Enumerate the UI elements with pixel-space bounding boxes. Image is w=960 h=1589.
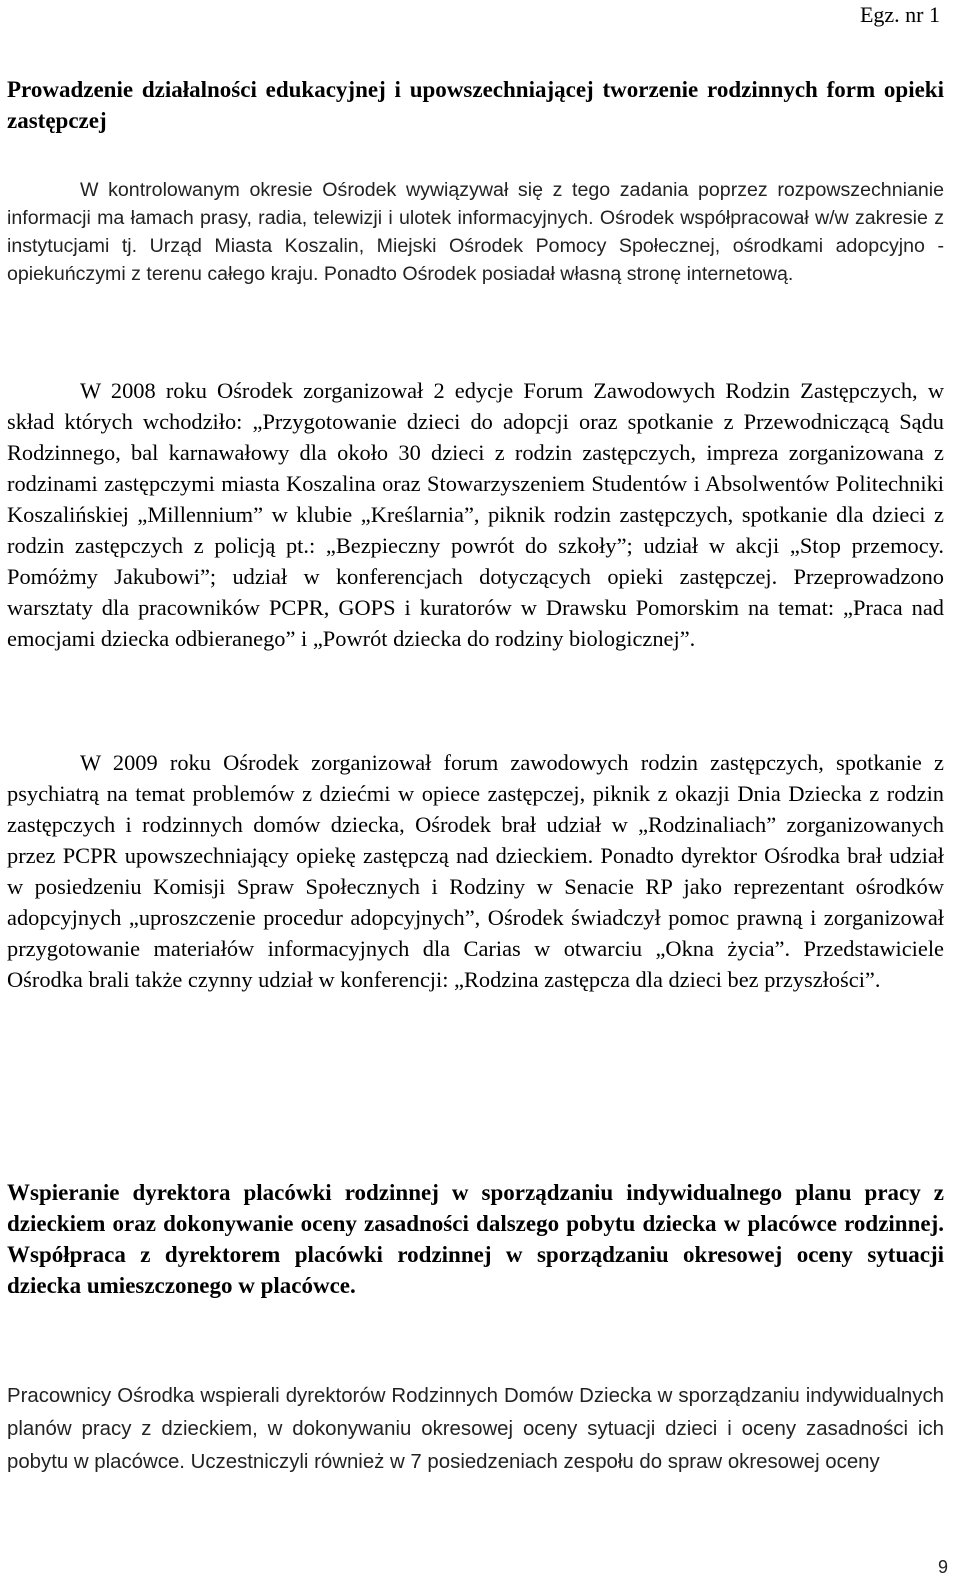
- paragraph-2009-activities: W 2009 roku Ośrodek zorganizował forum zawodowych rodzin zastępczych, spotkanie z psychiatrą na temat problemów z dziećmi w opiece zastępczej, piknik z okazji Dnia Dziecka z rodzin zastępczych i rodzinnych domów dziecka, Ośrodek brał udział w „Rodzinaliach” zorganizowanych przez PCPR upowszechniający opiekę zastępczą nad dzieckiem. Ponadto dyrektor Ośrodka brał udział w posiedzeniu Komisji Spraw Społecznych i Rodziny w Senacie RP jako reprezentant ośrodków adopcyjnych „uproszczenie procedur adopcyjnych”, Ośrodek świadczył pomoc prawną i zorganizował przygotowanie materiałów informacyjnych dla Carias w otwarciu „Okna życia”. Przedstawiciele Ośrodka brali także czynny udział w konferencji: „Rodzina zastępcza dla dzieci bez przyszłości”.: [7, 750, 944, 992]
- page-number: 9: [937, 1557, 948, 1577]
- document-copy-label: Egz. nr 1: [859, 2, 940, 27]
- section-heading-support-director: Wspieranie dyrektora placówki rodzinnej w sporządzaniu indywidualnego planu pracy z dzieckiem oraz dokonywanie oceny zasadności dalszego pobytu dziecka w placówce rodzinnej. Współpraca z dyrektorem placówki rodzinnej w sporządzaniu okresowej oceny sytuacji dziecka umieszczonego w placówce.: [7, 1180, 944, 1298]
- section-heading-education: Prowadzenie działalności edukacyjnej i upowszechniającej tworzenie rodzinnych form opieki zastępczej: [7, 77, 944, 133]
- paragraph-information-activities: W kontrolowanym okresie Ośrodek wywiązywał się z tego zadania poprzez rozpowszechnianie informacji ma łamach prasy, radia, telewizji i ulotek informacyjnych. Ośrodek współpracował w/w zakresie z instytucjami tj. Urząd Miasta Koszalin, Miejski Ośrodek Pomocy Społecznej, ośrodkami adopcyjno - opiekuńczymi z terenu całego kraju. Ponadto Ośrodek posiadał własną stronę internetową.: [7, 179, 944, 285]
- paragraph-support-director: Pracownicy Ośrodka wspierali dyrektorów Rodzinnych Domów Dziecka w sporządzaniu indywidualnych planów pracy z dzieckiem, w dokonywaniu okresowej oceny sytuacji dzieci i oceny zasadności ich pobytu w placówce. Uczestniczyli również w 7 posiedzeniach zespołu do spraw okresowej oceny: [7, 1385, 944, 1473]
- paragraph-2008-activities: W 2008 roku Ośrodek zorganizował 2 edycje Forum Zawodowych Rodzin Zastępczych, w skład których wchodziło: „Przygotowanie dzieci do adopcji oraz spotkanie z Przewodniczącą Sądu Rodzinnego, bal karnawałowy dla około 30 dzieci z rodzin zastępczych, impreza zorganizowana z rodzinami zastępczymi miasta Koszalina oraz Stowarzyszeniem Studentów i Absolwentów Politechniki Koszalińskiej „Millennium” w klubie „Kreślarnia”, piknik rodzin zastępczych, spotkanie dla dzieci z rodzin zastępczych z policją pt.: „Bezpieczny powrót do szkoły”; udział w akcji „Stop przemocy. Pomóżmy Jakubowi”; udział w konferencjach dotyczących opieki zastępczej. Przeprowadzono warsztaty dla pracowników PCPR, GOPS i kuratorów w Drawsku Pomorskim na temat: „Praca nad emocjami dziecka odbieranego” i „Powrót dziecka do rodziny biologicznej”.: [7, 378, 944, 651]
